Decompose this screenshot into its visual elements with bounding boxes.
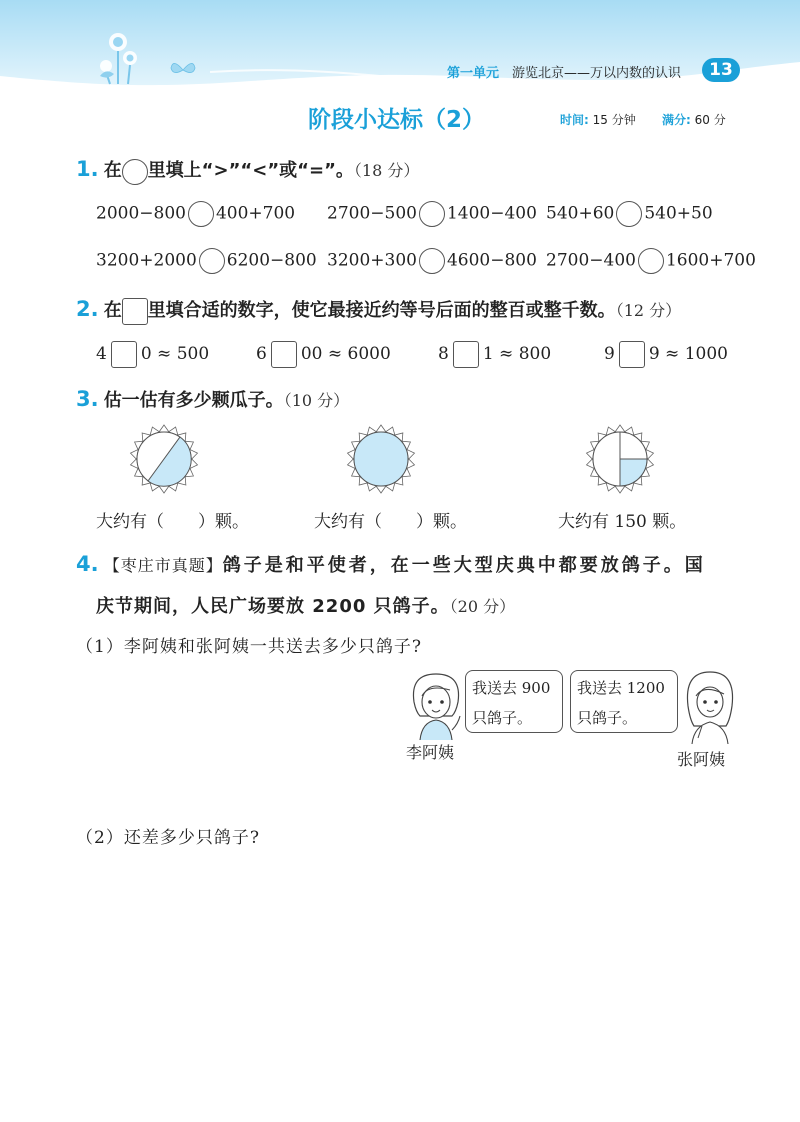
bubble-li-line2: 只鸽子。 [472, 709, 533, 727]
compare-circle[interactable] [638, 248, 664, 274]
page-number: 13 [709, 60, 733, 80]
time-value: 15 分钟 [592, 113, 636, 127]
sunflower-2-icon [345, 423, 417, 495]
q3-text: 估一估有多少颗瓜子。 [103, 390, 284, 411]
sunflower-1-icon [128, 423, 200, 495]
q2-item-3 [438, 341, 551, 368]
expr-left: 2000−800 [96, 203, 186, 224]
compare-circle[interactable] [188, 201, 214, 227]
q2-item-4 [604, 341, 728, 368]
digit-before: 8 [438, 344, 449, 364]
q3-label-1: 大约有（ ）颗。 [96, 512, 249, 532]
q4-sub1: （1）李阿姨和张阿姨一共送去多少只鸽子? [76, 637, 422, 657]
answer-circle-sample [122, 159, 148, 185]
compare-circle[interactable] [419, 201, 445, 227]
q4-text-line2: 庆节期间，人民广场要放 2200 只鸽子。 [96, 596, 450, 617]
digit-box[interactable] [619, 341, 645, 368]
full-score-info [662, 111, 726, 128]
girl-zhang-illustration [682, 670, 738, 746]
q2-item-1 [96, 341, 209, 368]
speech-bubble-zhang [570, 670, 678, 733]
digit-after: 1 ≈ 800 [482, 344, 552, 364]
q1-item-2-3 [546, 248, 756, 274]
page-number-badge [702, 58, 740, 82]
sunflower-3-icon [584, 423, 656, 495]
q4-tag: 【枣庄市真题】 [103, 556, 223, 575]
q1-number: 1. [76, 157, 99, 181]
expr-right: 1400−400 [446, 203, 537, 224]
digit-after: 0 ≈ 500 [140, 344, 210, 364]
q2-text-before: 在 [103, 300, 122, 321]
name-zhang: 张阿姨 [677, 750, 726, 769]
q3-label-2: 大约有（ ）颗。 [314, 512, 467, 532]
bubble-li-line1: 我送去 900 [472, 679, 551, 697]
q1-item-1-1 [96, 201, 295, 227]
q4-text-line1: 鸽子是和平使者，在一些大型庆典中都要放鸽子。国 [222, 555, 706, 576]
q3-points: （10 分） [283, 391, 350, 410]
q1-item-2-2 [327, 248, 537, 274]
digit-box[interactable] [111, 341, 137, 368]
bubble-zhang-line1: 我送去 1200 [577, 679, 665, 697]
q4-sub2: （2）还差多少只鸽子? [76, 828, 260, 848]
q3-label-3: 大约有 150 颗。 [558, 512, 687, 532]
name-li: 李阿姨 [406, 743, 455, 762]
expr-left: 3200+300 [327, 250, 417, 271]
time-info [560, 111, 636, 128]
q3-heading [76, 386, 349, 412]
header-banner [0, 0, 800, 96]
expr-right: 540+50 [644, 203, 713, 224]
digit-box[interactable] [453, 341, 479, 368]
q3-number: 3. [76, 387, 99, 411]
digit-after: 9 ≈ 1000 [648, 344, 728, 364]
speech-bubble-li [465, 670, 563, 733]
answer-box-sample [122, 298, 148, 325]
expr-left: 2700−500 [327, 203, 417, 224]
q2-item-2 [256, 341, 391, 368]
expr-right: 6200−800 [226, 250, 317, 271]
q1-heading [76, 156, 419, 185]
q4-heading [76, 551, 706, 577]
q2-points: （12 分） [615, 301, 682, 320]
page-title: 阶段小达标（2） [308, 107, 486, 133]
q4-line2 [96, 592, 515, 618]
expr-right: 4600−800 [446, 250, 537, 271]
unit-label: 第一单元 [447, 66, 500, 81]
time-label: 时间: [560, 113, 589, 127]
compare-circle[interactable] [199, 248, 225, 274]
digit-before: 4 [96, 344, 107, 364]
girl-li-illustration [406, 672, 466, 742]
expr-left: 540+60 [546, 203, 615, 224]
compare-circle[interactable] [419, 248, 445, 274]
q1-item-1-2 [327, 201, 537, 227]
q4-points: （20 分） [449, 597, 516, 616]
expr-left: 3200+2000 [96, 250, 197, 271]
full-label: 满分: [662, 113, 691, 127]
q1-points: （18 分） [353, 161, 420, 180]
digit-before: 6 [256, 344, 267, 364]
expr-left: 2700−400 [546, 250, 636, 271]
digit-box[interactable] [271, 341, 297, 368]
q1-item-2-1 [96, 248, 317, 274]
q1-text-after: 里填上“>”“<”或“=”。 [147, 160, 354, 181]
digit-after: 00 ≈ 6000 [300, 344, 391, 364]
expr-right: 400+700 [215, 203, 296, 224]
expr-right: 1600+700 [665, 250, 756, 271]
compare-circle[interactable] [616, 201, 642, 227]
q2-number: 2. [76, 297, 99, 321]
digit-before: 9 [604, 344, 615, 364]
q4-number: 4. [76, 552, 99, 576]
q2-heading [76, 296, 681, 325]
q1-item-1-3 [546, 201, 713, 227]
q2-text-after: 里填合适的数字，使它最接近约等号后面的整百或整千数。 [147, 300, 616, 321]
full-value: 60 分 [694, 113, 726, 127]
bubble-zhang-line2: 只鸽子。 [577, 709, 638, 727]
unit-title: 游览北京——万以内数的认识 [512, 66, 682, 81]
q1-text-before: 在 [103, 160, 122, 181]
